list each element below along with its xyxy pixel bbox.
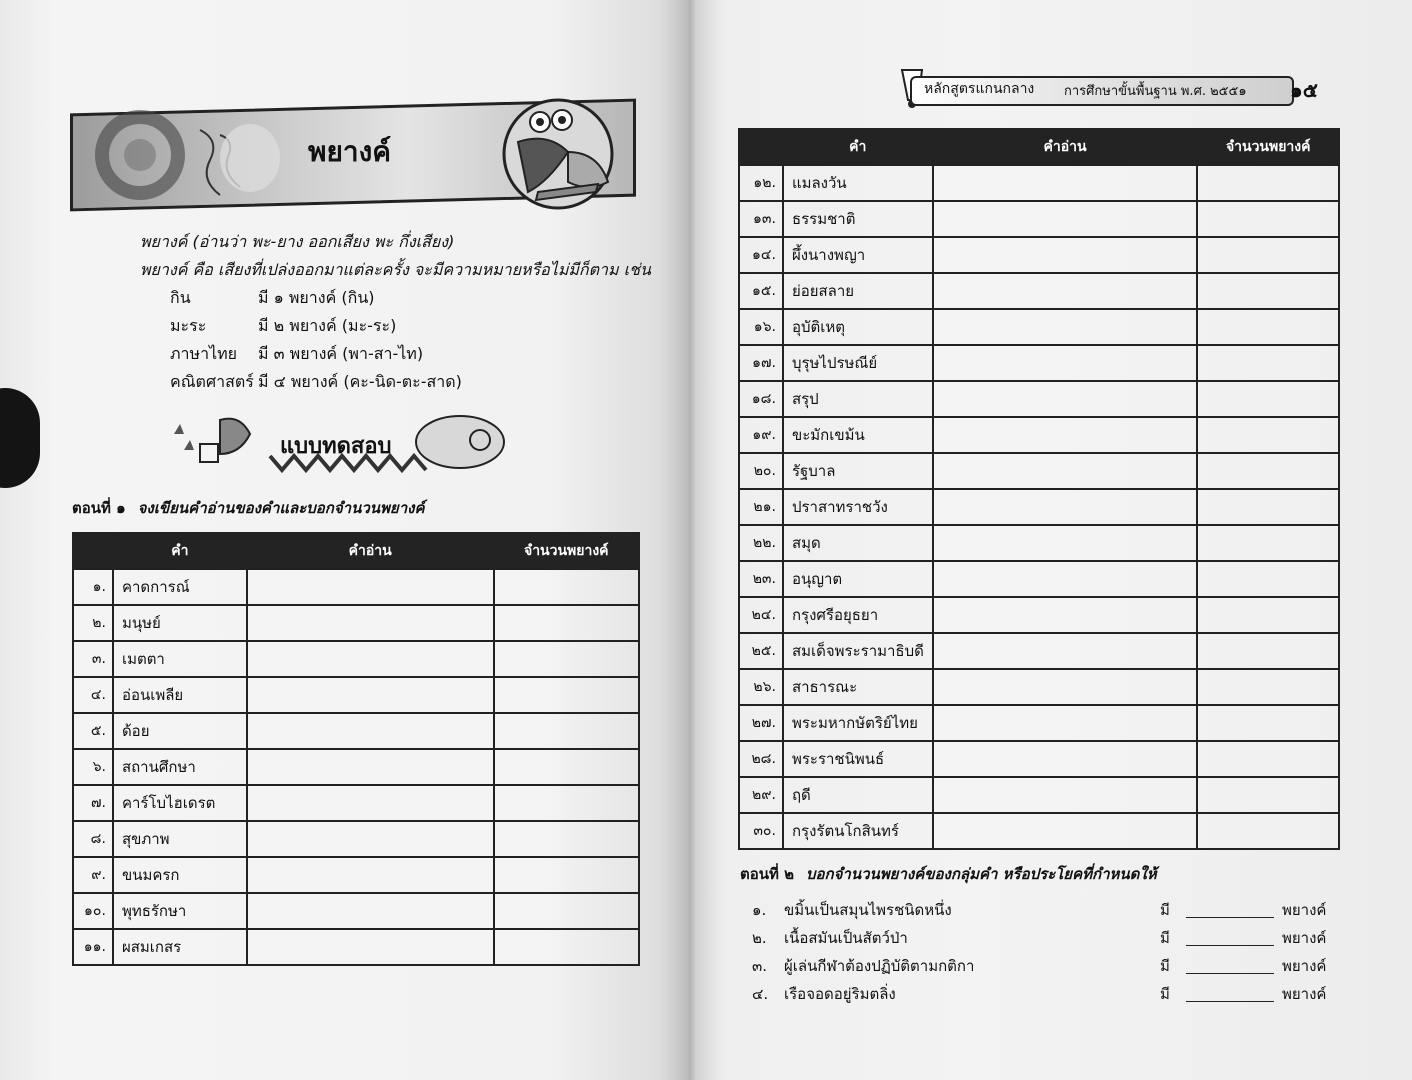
- row-word: สรุป: [783, 381, 933, 417]
- count-blank[interactable]: [1197, 417, 1339, 453]
- section-2-title: [740, 862, 1157, 886]
- count-blank[interactable]: [1197, 309, 1339, 345]
- table-row: [739, 525, 1339, 561]
- count-blank[interactable]: [1197, 813, 1339, 849]
- count-blank[interactable]: [1197, 777, 1339, 813]
- count-blank[interactable]: [1197, 273, 1339, 309]
- row-number: ๔.: [73, 677, 113, 713]
- table-row: [739, 705, 1339, 741]
- row-number: ๕.: [73, 713, 113, 749]
- row-number: ๒.: [73, 605, 113, 641]
- answer-blank[interactable]: [1186, 903, 1274, 918]
- reading-blank[interactable]: [933, 525, 1198, 561]
- header-syllable-count: จำนวนพยางค์: [494, 533, 639, 569]
- table-header-row: [739, 129, 1339, 165]
- swirl-ornament-icon: [80, 110, 300, 200]
- reading-blank[interactable]: [933, 489, 1198, 525]
- table-row: [739, 777, 1339, 813]
- reading-blank[interactable]: [247, 857, 494, 893]
- item-number: ๓.: [752, 957, 768, 975]
- row-number: ๗.: [73, 785, 113, 821]
- list-item: [752, 952, 1332, 980]
- example-syllables: มี ๒ พยางค์ (มะ-ระ): [258, 316, 397, 335]
- reading-blank[interactable]: [933, 165, 1198, 201]
- reading-blank[interactable]: [247, 893, 494, 929]
- row-number: ๑๗.: [739, 345, 783, 381]
- item-sentence: เนื้อสมันเป็นสัตว์ป่า: [784, 929, 908, 947]
- count-blank[interactable]: [1197, 741, 1339, 777]
- count-blank[interactable]: [494, 785, 639, 821]
- row-word: อุบัติเหตุ: [783, 309, 933, 345]
- reading-blank[interactable]: [247, 569, 494, 605]
- reading-blank[interactable]: [933, 813, 1198, 849]
- count-blank[interactable]: [1197, 165, 1339, 201]
- count-blank[interactable]: [494, 677, 639, 713]
- row-word: สมุด: [783, 525, 933, 561]
- answer-blank[interactable]: [1186, 987, 1274, 1002]
- row-number: ๒๒.: [739, 525, 783, 561]
- list-item: [752, 924, 1332, 952]
- table-row: [739, 417, 1339, 453]
- item-number: ๒.: [752, 929, 767, 947]
- row-word: บุรุษไปรษณีย์: [783, 345, 933, 381]
- reading-blank[interactable]: [933, 381, 1198, 417]
- item-has-label: มี: [1160, 957, 1170, 975]
- table-row: [739, 561, 1339, 597]
- reading-blank[interactable]: [247, 713, 494, 749]
- table-row: [739, 309, 1339, 345]
- row-number: ๑๒.: [739, 165, 783, 201]
- table-row: [739, 741, 1339, 777]
- table-row: [739, 669, 1339, 705]
- row-number: ๑.: [73, 569, 113, 605]
- row-number: ๙.: [73, 857, 113, 893]
- reading-blank[interactable]: [933, 561, 1198, 597]
- table-row: [739, 381, 1339, 417]
- title-banner: [70, 92, 640, 210]
- count-blank[interactable]: [1197, 201, 1339, 237]
- row-word: รัฐบาล: [783, 453, 933, 489]
- table-row: [739, 165, 1339, 201]
- reading-blank[interactable]: [933, 201, 1198, 237]
- row-number: ๓.: [73, 641, 113, 677]
- table-row: [73, 857, 639, 893]
- table-row: [73, 641, 639, 677]
- count-blank[interactable]: [494, 569, 639, 605]
- reading-blank[interactable]: [933, 273, 1198, 309]
- header-reading: คำอ่าน: [933, 129, 1198, 165]
- row-word: พระมหากษัตริย์ไทย: [783, 705, 933, 741]
- table-row: [73, 821, 639, 857]
- row-word: สาธารณะ: [783, 669, 933, 705]
- table-row: [739, 633, 1339, 669]
- count-blank[interactable]: [1197, 633, 1339, 669]
- header-reading: คำอ่าน: [247, 533, 494, 569]
- reading-blank[interactable]: [933, 633, 1198, 669]
- row-number: ๑๑.: [73, 929, 113, 965]
- test-header: [170, 410, 530, 480]
- page-title: พยางค์: [308, 135, 391, 168]
- example-word: กิน: [170, 288, 191, 307]
- count-blank[interactable]: [494, 893, 639, 929]
- table-row: [739, 237, 1339, 273]
- row-word: สมเด็จพระรามาธิบดี: [783, 633, 933, 669]
- count-blank[interactable]: [1197, 561, 1339, 597]
- answer-blank[interactable]: [1186, 959, 1274, 974]
- syllable-table-right: [738, 128, 1340, 850]
- item-unit: พยางค์: [1282, 985, 1327, 1003]
- row-number: ๑๖.: [739, 309, 783, 345]
- section-2-number: ตอนที่ ๒: [740, 865, 795, 883]
- row-word: สุขภาพ: [113, 821, 247, 857]
- intro-text: [140, 228, 651, 396]
- table-row: [739, 201, 1339, 237]
- count-blank[interactable]: [1197, 237, 1339, 273]
- item-sentence: ผู้เล่นกีฬาต้องปฏิบัติตามกติกา: [784, 957, 975, 975]
- count-blank[interactable]: [1197, 381, 1339, 417]
- header-education: การศึกษาขั้นพื้นฐาน พ.ศ. ๒๕๕๑: [1064, 84, 1247, 99]
- count-blank[interactable]: [494, 641, 639, 677]
- page-number: ๑๕: [1290, 78, 1318, 102]
- test-label: แบบทดสอบ: [280, 434, 392, 459]
- reading-blank[interactable]: [247, 785, 494, 821]
- row-number: ๑๓.: [739, 201, 783, 237]
- item-sentence: เรือจอดอยู่ริมตลิ่ง: [784, 985, 896, 1003]
- reading-blank[interactable]: [933, 237, 1198, 273]
- table-row: [73, 677, 639, 713]
- row-number: ๖.: [73, 749, 113, 785]
- row-number: ๑๐.: [73, 893, 113, 929]
- item-unit: พยางค์: [1282, 957, 1327, 975]
- example-word: มะระ: [170, 316, 207, 335]
- row-word: พระราชนิพนธ์: [783, 741, 933, 777]
- syllable-table-left: [72, 532, 640, 966]
- reading-blank[interactable]: [933, 309, 1198, 345]
- row-word: มนุษย์: [113, 605, 247, 641]
- row-number: ๓๐.: [739, 813, 783, 849]
- row-number: ๒๙.: [739, 777, 783, 813]
- count-blank[interactable]: [1197, 453, 1339, 489]
- row-word: ผสมเกสร: [113, 929, 247, 965]
- reading-blank[interactable]: [247, 677, 494, 713]
- row-word: พุทธรักษา: [113, 893, 247, 929]
- section-1-instruction: จงเขียนคำอ่านของคำและบอกจำนวนพยางค์: [137, 499, 425, 517]
- row-number: ๑๙.: [739, 417, 783, 453]
- reading-blank[interactable]: [933, 597, 1198, 633]
- reading-blank[interactable]: [933, 741, 1198, 777]
- table-row: [739, 453, 1339, 489]
- table-row: [73, 929, 639, 965]
- item-unit: พยางค์: [1282, 929, 1327, 947]
- row-word: ขะมักเขม้น: [783, 417, 933, 453]
- row-word: ขนมครก: [113, 857, 247, 893]
- example-word: คณิตศาสตร์: [170, 372, 254, 391]
- reading-blank[interactable]: [933, 453, 1198, 489]
- row-number: ๑๔.: [739, 237, 783, 273]
- example-row: [140, 284, 651, 312]
- row-number: ๒๐.: [739, 453, 783, 489]
- example-row: [140, 340, 651, 368]
- reading-blank[interactable]: [247, 605, 494, 641]
- row-word: สถานศึกษา: [113, 749, 247, 785]
- item-has-label: มี: [1160, 929, 1170, 947]
- header-curriculum: หลักสูตรแกนกลาง: [924, 81, 1035, 97]
- row-number: ๒๖.: [739, 669, 783, 705]
- count-blank[interactable]: [1197, 597, 1339, 633]
- section-2-list: [752, 896, 1332, 1008]
- row-number: ๒๘.: [739, 741, 783, 777]
- row-number: ๒๓.: [739, 561, 783, 597]
- row-word: ปราสาทราชวัง: [783, 489, 933, 525]
- row-word: ธรรมชาติ: [783, 201, 933, 237]
- list-item: [752, 896, 1332, 924]
- row-word: คาร์โบไฮเดรต: [113, 785, 247, 821]
- table-row: [73, 605, 639, 641]
- header-number: [73, 533, 113, 569]
- intro-line-2: พยางค์ คือ เสียงที่เปล่งออกมาแต่ละครั้ง จะมีความหมายหรือไม่มีก็ตาม เช่น: [140, 260, 651, 279]
- header-syllable-count: จำนวนพยางค์: [1197, 129, 1339, 165]
- count-blank[interactable]: [1197, 345, 1339, 381]
- reading-blank[interactable]: [933, 345, 1198, 381]
- example-row: [140, 312, 651, 340]
- item-number: ๔.: [752, 985, 769, 1003]
- row-word: ย่อยสลาย: [783, 273, 933, 309]
- left-page: [0, 0, 684, 1080]
- table-row: [73, 749, 639, 785]
- table-row: [739, 273, 1339, 309]
- count-blank[interactable]: [1197, 489, 1339, 525]
- reading-blank[interactable]: [933, 777, 1198, 813]
- item-number: ๑.: [752, 901, 767, 919]
- example-syllables: มี ๓ พยางค์ (พา-สา-ไท): [258, 344, 424, 363]
- example-word: ภาษาไทย: [170, 344, 238, 363]
- list-item: [752, 980, 1332, 1008]
- book-spine: [660, 0, 720, 1080]
- row-word: ฤดี: [783, 777, 933, 813]
- item-has-label: มี: [1160, 985, 1170, 1003]
- answer-blank[interactable]: [1186, 931, 1274, 946]
- example-row: [140, 368, 651, 396]
- count-blank[interactable]: [494, 749, 639, 785]
- reading-blank[interactable]: [247, 641, 494, 677]
- bird-mascot-icon: [478, 92, 638, 210]
- count-blank[interactable]: [1197, 669, 1339, 705]
- example-syllables: มี ๔ พยางค์ (คะ-นิด-ตะ-สาด): [258, 372, 462, 391]
- row-word: ด้อย: [113, 713, 247, 749]
- table-row: [739, 597, 1339, 633]
- reading-blank[interactable]: [933, 705, 1198, 741]
- count-blank[interactable]: [494, 605, 639, 641]
- row-number: ๒๔.: [739, 597, 783, 633]
- header-number: [739, 129, 783, 165]
- count-blank[interactable]: [494, 857, 639, 893]
- row-number: ๒๗.: [739, 705, 783, 741]
- example-syllables: มี ๑ พยางค์ (กิน): [258, 288, 375, 307]
- section-2-instruction: บอกจำนวนพยางค์ของกลุ่มคำ หรือประโยคที่กำหนดให้: [806, 865, 1157, 883]
- row-number: ๑๘.: [739, 381, 783, 417]
- running-header: [896, 66, 1336, 110]
- intro-line-1: พยางค์ (อ่านว่า พะ-ยาง ออกเสียง พะ กึ่งเสียง): [140, 232, 455, 251]
- table-row: [739, 345, 1339, 381]
- table-row: [73, 569, 639, 605]
- row-word: อ่อนเพลีย: [113, 677, 247, 713]
- reading-blank[interactable]: [247, 821, 494, 857]
- row-word: คาดการณ์: [113, 569, 247, 605]
- count-blank[interactable]: [1197, 525, 1339, 561]
- row-word: แมลงวัน: [783, 165, 933, 201]
- row-word: ผึ้งนางพญา: [783, 237, 933, 273]
- table-row: [739, 813, 1339, 849]
- header-word: คำ: [113, 533, 247, 569]
- row-number: ๑๕.: [739, 273, 783, 309]
- count-blank[interactable]: [494, 713, 639, 749]
- reading-blank[interactable]: [933, 669, 1198, 705]
- count-blank[interactable]: [494, 821, 639, 857]
- row-number: ๘.: [73, 821, 113, 857]
- reading-blank[interactable]: [247, 929, 494, 965]
- item-unit: พยางค์: [1282, 901, 1327, 919]
- table-row: [739, 489, 1339, 525]
- table-row: [73, 785, 639, 821]
- item-has-label: มี: [1160, 901, 1170, 919]
- row-word: เมตตา: [113, 641, 247, 677]
- row-number: ๒๑.: [739, 489, 783, 525]
- row-word: อนุญาต: [783, 561, 933, 597]
- table-header-row: [73, 533, 639, 569]
- count-blank[interactable]: [1197, 705, 1339, 741]
- table-row: [73, 713, 639, 749]
- header-word: คำ: [783, 129, 933, 165]
- thumb: [0, 388, 40, 488]
- table-row: [73, 893, 639, 929]
- reading-blank[interactable]: [933, 417, 1198, 453]
- section-1-number: ตอนที่ ๑: [72, 499, 126, 517]
- row-word: กรุงรัตนโกสินทร์: [783, 813, 933, 849]
- row-word: กรุงศรีอยุธยา: [783, 597, 933, 633]
- reading-blank[interactable]: [247, 749, 494, 785]
- count-blank[interactable]: [494, 929, 639, 965]
- item-sentence: ขมิ้นเป็นสมุนไพรชนิดหนึ่ง: [784, 901, 952, 919]
- section-1-title: [72, 496, 425, 520]
- row-number: ๒๕.: [739, 633, 783, 669]
